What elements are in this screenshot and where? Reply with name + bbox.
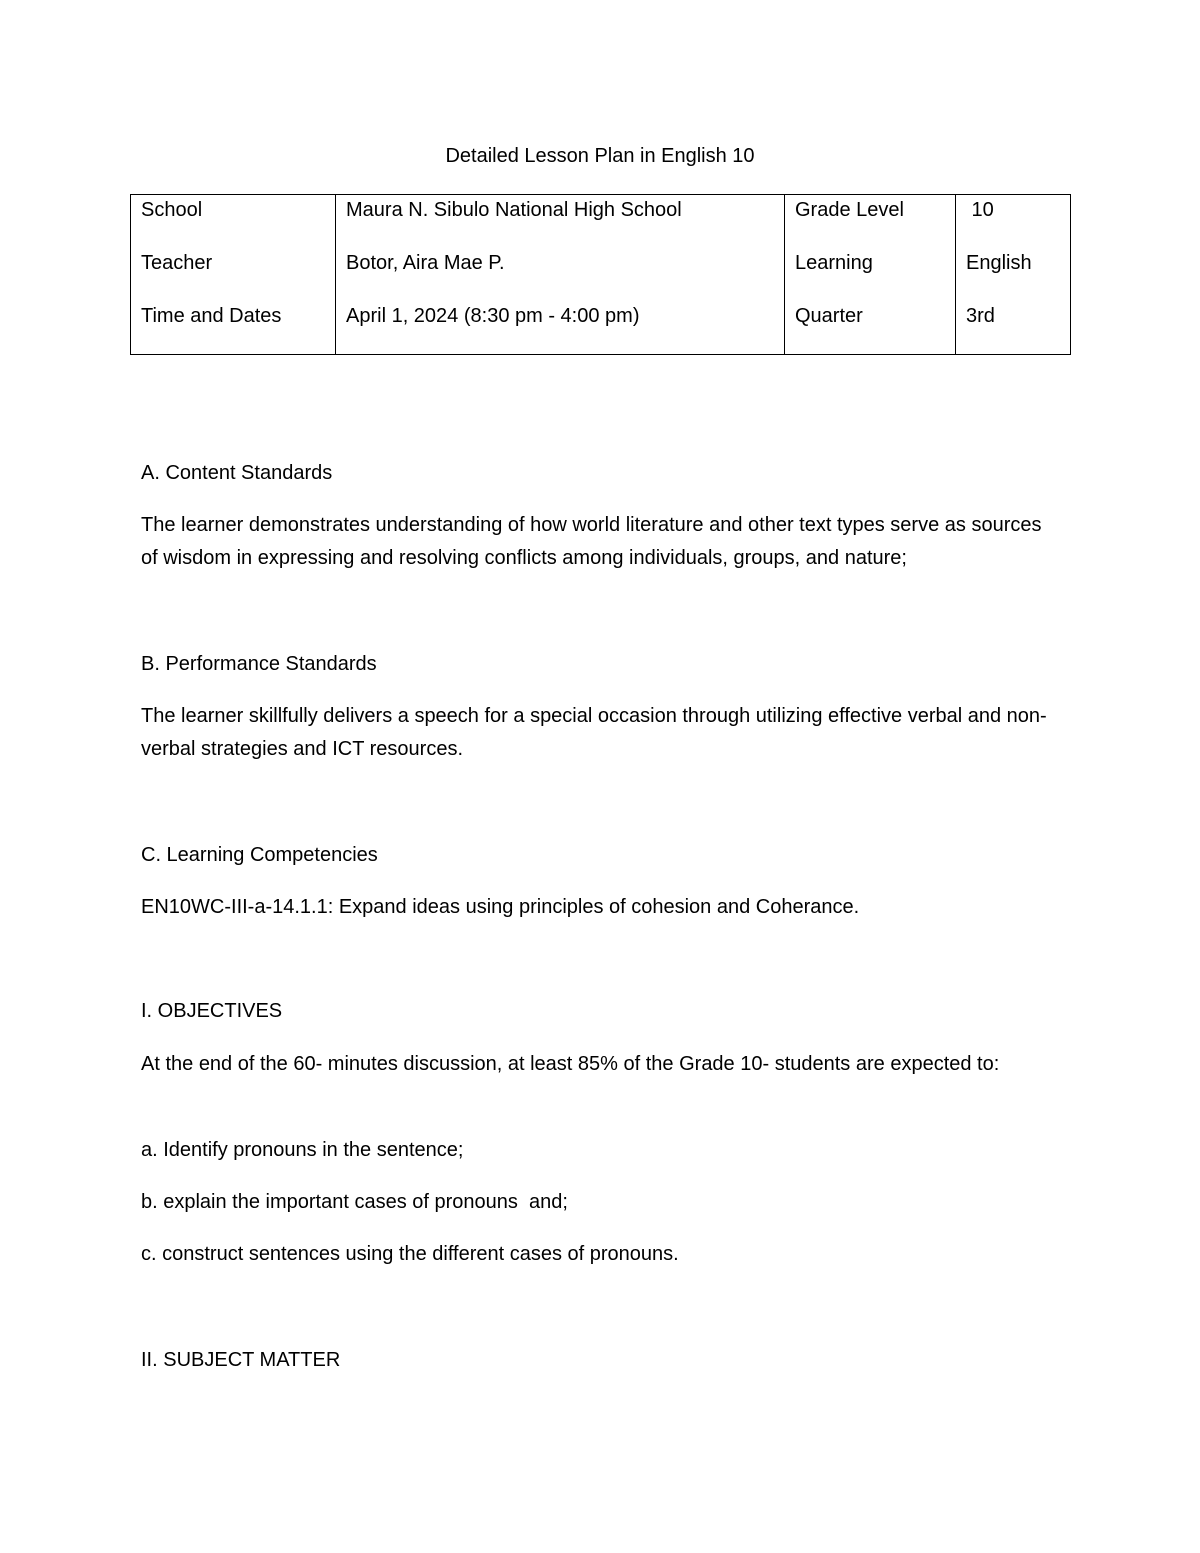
- lesson-info-table: [130, 194, 1071, 355]
- info-value-column-2: [956, 195, 1071, 355]
- learning-label: Learning: [795, 252, 873, 274]
- school-label: School: [141, 199, 203, 221]
- objective-item: b. explain the important cases of pronouns and;: [141, 1191, 568, 1213]
- learning-value: English: [966, 252, 1032, 274]
- info-label-column-2: [785, 195, 956, 355]
- performance-standards-body: The learner skillfully delivers a speech for a special occasion through utilizing effective verbal and non-verbal strategies and ICT resources.: [141, 705, 1047, 760]
- content-standards-body: The learner demonstrates understanding of how world literature and other text types serve as sources of wisdom in expressing and resolving conflicts among individuals, groups, and nature;: [141, 514, 1042, 569]
- info-value-column: [336, 195, 785, 355]
- objectives-intro: At the end of the 60- minutes discussion, at least 85% of the Grade 10- students are expected to:: [141, 1053, 1000, 1075]
- time-and-dates-value: April 1, 2024 (8:30 pm - 4:00 pm): [346, 305, 640, 327]
- learning-competencies-body: EN10WC-III-a-14.1.1: Expand ideas using principles of cohesion and Coherance.: [141, 896, 860, 918]
- grade-level-label: Grade Level: [795, 199, 904, 221]
- learning-competencies-heading: C. Learning Competencies: [141, 844, 378, 866]
- objective-item: a. Identify pronouns in the sentence;: [141, 1139, 464, 1161]
- objectives-heading: I. OBJECTIVES: [141, 1000, 283, 1022]
- info-label-column: [131, 195, 336, 355]
- subject-matter-heading: II. SUBJECT MATTER: [141, 1349, 341, 1371]
- teacher-label: Teacher: [141, 252, 213, 274]
- school-value: Maura N. Sibulo National High School: [346, 199, 682, 221]
- objective-item: c. construct sentences using the different cases of pronouns.: [141, 1243, 679, 1265]
- quarter-value: 3rd: [966, 305, 995, 327]
- time-and-dates-label: Time and Dates: [141, 305, 282, 327]
- content-standards-heading: A. Content Standards: [141, 462, 333, 484]
- teacher-value: Botor, Aira Mae P.: [346, 252, 505, 274]
- performance-standards-heading: B. Performance Standards: [141, 653, 377, 675]
- quarter-label: Quarter: [795, 305, 863, 327]
- document-title: Detailed Lesson Plan in English 10: [445, 145, 755, 167]
- grade-level-value: 10: [966, 199, 994, 221]
